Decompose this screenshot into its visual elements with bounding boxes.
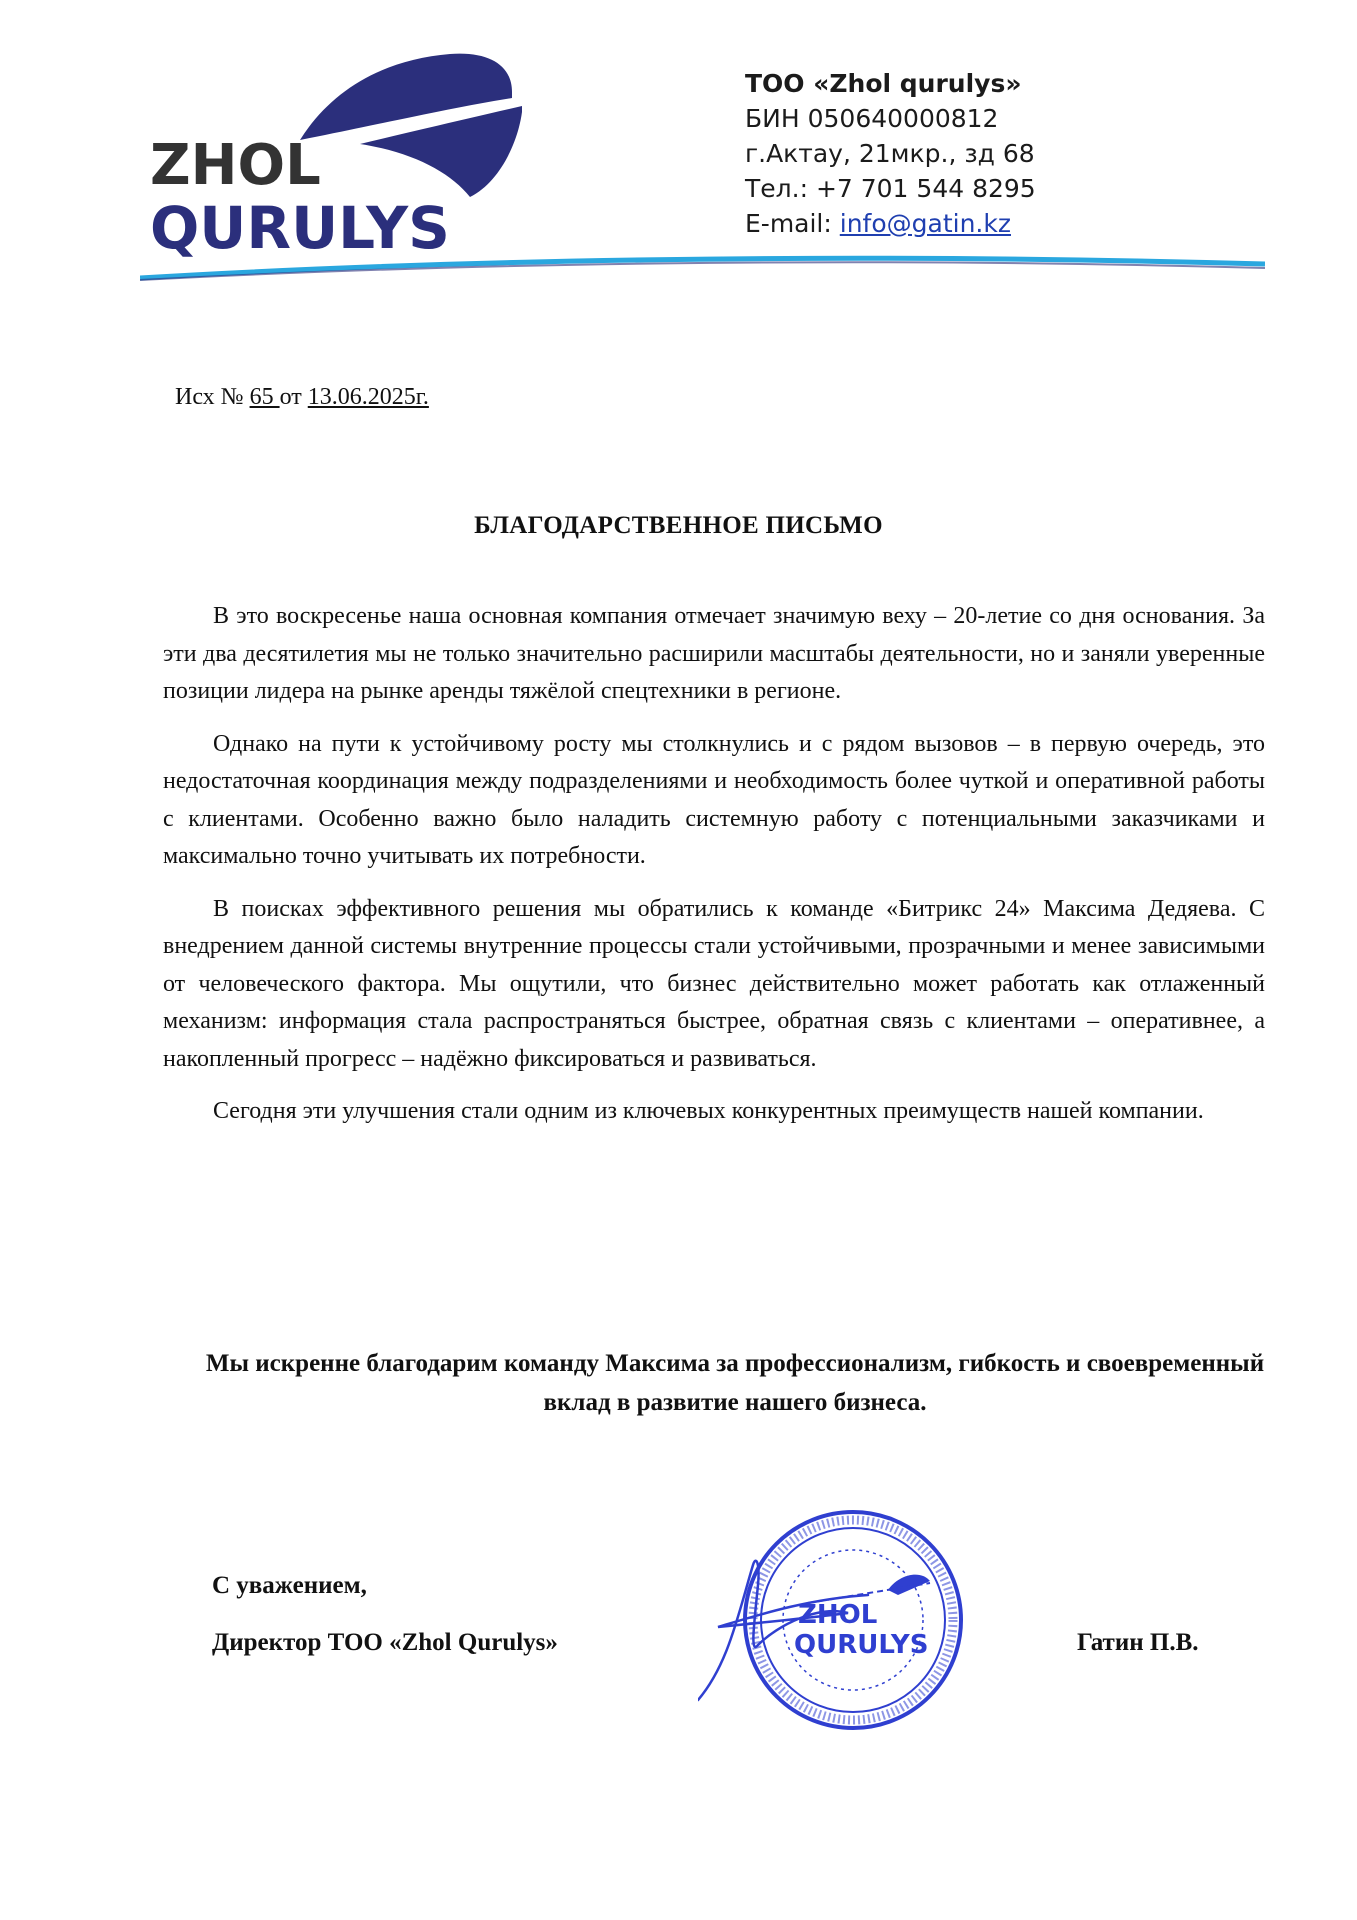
company-bin: БИН 050640000812 [745, 104, 999, 133]
signer-name: Гатин П.В. [1077, 1629, 1199, 1656]
email-label: E-mail: [745, 209, 840, 238]
company-contacts [745, 66, 1036, 241]
paragraph: В поисках эффективного решения мы обратились к команде «Битрикс 24» Максима Дедяева. С внедрением данной системы внутренние процессы стали устойчивыми, прозрачными и менее зависимыми от человеческого фактора. Мы ощутили, что бизнес действительно может работать как отлаженный механизм: информация стала распространяться быстрее, обратная связь с клиентами – оперативнее, а накопленный прогресс – надёжно фиксироваться и развиваться. [163, 895, 1265, 1072]
closing-regards: С уважением, [212, 1572, 367, 1599]
stamp-logo-zhol: ZHOL [798, 1600, 878, 1630]
ref-date: 13.06.2025г. [307, 384, 429, 410]
company-email-row [745, 206, 1036, 241]
ref-number: 65 [249, 384, 280, 410]
ref-prefix: Исх № [175, 384, 250, 410]
stamp-logo-qurulys: QURULYS [794, 1630, 929, 1660]
outgoing-reference [175, 382, 429, 412]
logo-text-zhol: ZHOL [150, 133, 321, 198]
company-address: г.Актау, 21мкр., зд 68 [745, 139, 1035, 168]
paragraph: Однако на пути к устойчивому росту мы столкнулись и с рядом вызовов – в первую очередь, это недостаточная координация между подразделениями и необходимость более чуткой и оперативной работы с клиентами. Особенно важно было наладить системную работу с потенциальными заказчиками и максимально точно учитывать их потребности. [163, 730, 1265, 869]
ref-middle: от [279, 384, 308, 410]
letter-title: БЛАГОДАРСТВЕННОЕ ПИСЬМО [474, 512, 883, 539]
signer-position: Директор ТОО «Zhol Qurulys» [212, 1629, 558, 1656]
company-phone: Тел.: +7 701 544 8295 [745, 174, 1036, 203]
paragraph: Сегодня эти улучшения стали одним из ключевых конкурентных преимуществ нашей компании. [213, 1098, 1204, 1124]
letter-body [163, 598, 1265, 1146]
thanks-statement: Мы искренне благодарим команду Максима за профессионализм, гибкость и своевременный вклад в развитие нашего бизнеса. [205, 1350, 1265, 1416]
company-name: ТОО «Zhol qurulys» [745, 69, 1022, 98]
logo-text-qurulys: QURULYS [150, 194, 450, 262]
email-link[interactable]: info@gatin.kz [839, 209, 1011, 238]
paragraph: В это воскресенье наша основная компания отмечает значимую веху – 20-летие со дня основания. За эти два десятилетия мы не только значительно расширили масштабы деятельности, но и заняли уверенные позиции лидера на рынке аренды тяжёлой спецтехники в регионе. [163, 603, 1265, 704]
header-divider [140, 248, 1265, 288]
company-stamp [698, 1495, 998, 1745]
company-logo [150, 52, 530, 262]
